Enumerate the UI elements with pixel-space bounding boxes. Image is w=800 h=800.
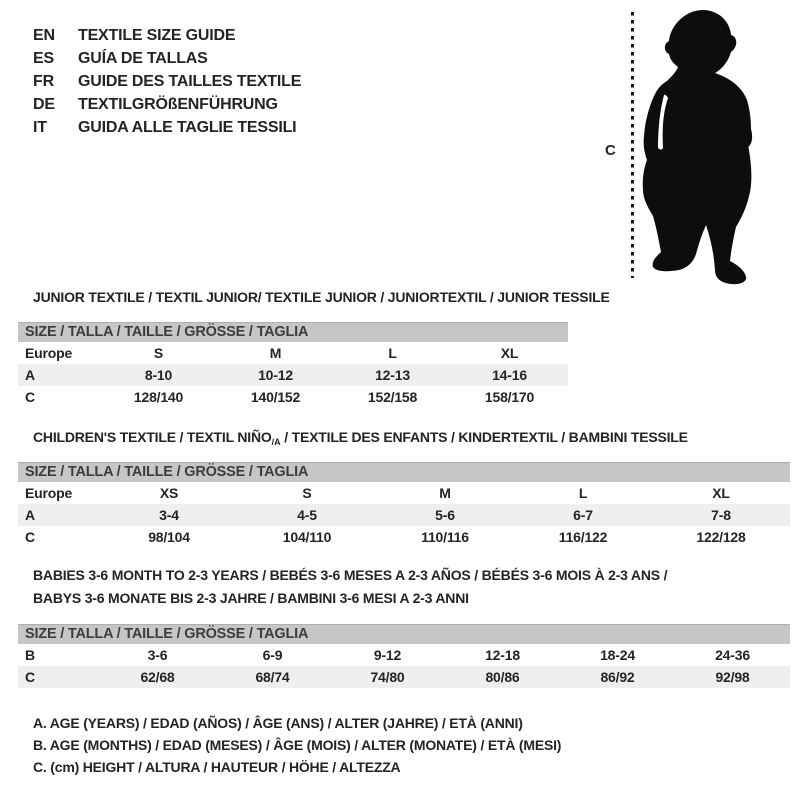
language-code: FR [33,73,54,90]
row-label: C [25,669,35,685]
table-header-bar: SIZE / TALLA / TAILLE / GRÖSSE / TAGLIA [18,624,790,644]
table-cell: 5-6 [435,507,455,523]
table-row [18,482,790,504]
table-cell: 8-10 [144,367,173,383]
height-measure-dashed-line [631,12,634,278]
junior-size-table [18,322,568,408]
table-cell: 62/68 [140,669,175,685]
language-code: DE [33,96,55,113]
table-cell: XL [712,485,730,501]
table-cell: 14-16 [492,367,527,383]
table-cell: 6-7 [573,507,593,523]
table-cell: 68/74 [255,669,290,685]
language-row [33,70,301,93]
guide-title: GUIDE DES TAILLES TEXTILE [78,73,302,90]
table-cell: 12-18 [485,647,520,663]
table-header-bar: SIZE / TALLA / TAILLE / GRÖSSE / TAGLIA [18,462,790,482]
table-row [18,504,790,526]
table-cell: 74/80 [370,669,405,685]
table-cell: M [439,485,451,501]
guide-title: TEXTILE SIZE GUIDE [78,27,236,44]
table-row [18,666,790,688]
table-cell: 7-8 [711,507,731,523]
language-row [33,47,301,70]
table-row [18,342,568,364]
table-cell: 116/122 [558,529,608,545]
table-cell: 3-6 [147,647,168,663]
section-title-subscript: /A [271,437,281,447]
legend-notes [33,712,561,778]
table-cell: XL [500,345,519,361]
table-cell: 104/110 [282,529,332,545]
table-row [18,526,790,548]
table-cell: 80/86 [485,669,520,685]
table-cell: 92/98 [715,669,750,685]
table-cell: L [388,345,397,361]
table-cell: 128/140 [133,389,184,405]
table-row [18,386,568,408]
table-row [18,644,790,666]
table-cell: 24-36 [715,647,750,663]
table-cell: 158/170 [484,389,535,405]
table-cell: 140/152 [250,389,301,405]
row-label: Europe [25,345,73,361]
section-title-junior: JUNIOR TEXTILE / TEXTIL JUNIOR/ TEXTILE JUNIOR / JUNIORTEXTIL / JUNIOR TESSILE [33,289,610,305]
row-label: B [25,647,35,663]
guide-title: GUIDA ALLE TAGLIE TESSILI [78,119,297,136]
language-row [33,93,301,116]
table-cell: 152/158 [367,389,418,405]
language-code: IT [33,119,47,136]
legend-note-a: A. AGE (YEARS) / EDAD (AÑOS) / ÂGE (ANS) / ALTER (JAHRE) / ETÀ (ANNI) [33,715,523,731]
table-cell: 98/104 [148,529,190,545]
row-label: A [25,507,35,523]
language-row [33,116,301,139]
section-title-children [33,429,688,447]
section-title-babies [33,564,667,610]
section-title-line2: BABYS 3-6 MONATE BIS 2-3 JAHRE / BAMBINI 3-6 MESI A 2-3 ANNI [33,590,469,606]
guide-title: GUÍA DE TALLAS [78,50,208,67]
babies-size-table [18,624,790,688]
language-title-list [33,24,301,139]
table-cell: 18-24 [600,647,635,663]
table-cell: 9-12 [373,647,402,663]
table-cell: M [269,345,282,361]
table-cell: XS [159,485,179,501]
section-title-text: / TEXTILE DES ENFANTS / KINDERTEXTIL / BAMBINI TESSILE [280,429,688,445]
row-label: C [25,529,35,545]
section-title-line1: BABIES 3-6 MONTH TO 2-3 YEARS / BEBÉS 3-6 MESES A 2-3 AÑOS / BÉBÉS 3-6 MOIS À 2-3 ANS / [33,567,668,583]
legend-note-c: C. (cm) HEIGHT / ALTURA / HAUTEUR / HÖHE / ALTEZZA [33,759,401,775]
table-row [18,364,568,386]
table-cell: 110/116 [421,529,469,545]
language-code: ES [33,50,54,67]
table-header-bar: SIZE / TALLA / TAILLE / GRÖSSE / TAGLIA [18,322,568,342]
table-cell: 12-13 [375,367,410,383]
children-size-table [18,462,790,548]
table-cell: 86/92 [600,669,635,685]
language-row [33,24,301,47]
table-cell: 4-5 [297,507,317,523]
legend-note-b: B. AGE (MONTHS) / EDAD (MESES) / ÂGE (MOIS) / ALTER (MONATE) / ETÀ (MESI) [33,737,562,753]
table-cell: S [153,345,164,361]
row-label: Europe [25,485,73,501]
baby-silhouette-icon [641,2,769,288]
row-label: C [25,389,35,405]
table-cell: 3-4 [159,507,179,523]
height-measure-label: C [605,142,616,159]
section-title-text: CHILDREN'S TEXTILE / TEXTIL NIÑO [33,429,272,445]
table-cell: S [302,485,312,501]
row-label: A [25,367,35,383]
table-cell: 10-12 [258,367,293,383]
table-cell: 122/128 [696,529,746,545]
language-code: EN [33,27,55,44]
guide-title: TEXTILGRÖßENFÜHRUNG [78,96,278,113]
table-cell: L [578,485,588,501]
table-cell: 6-9 [262,647,283,663]
